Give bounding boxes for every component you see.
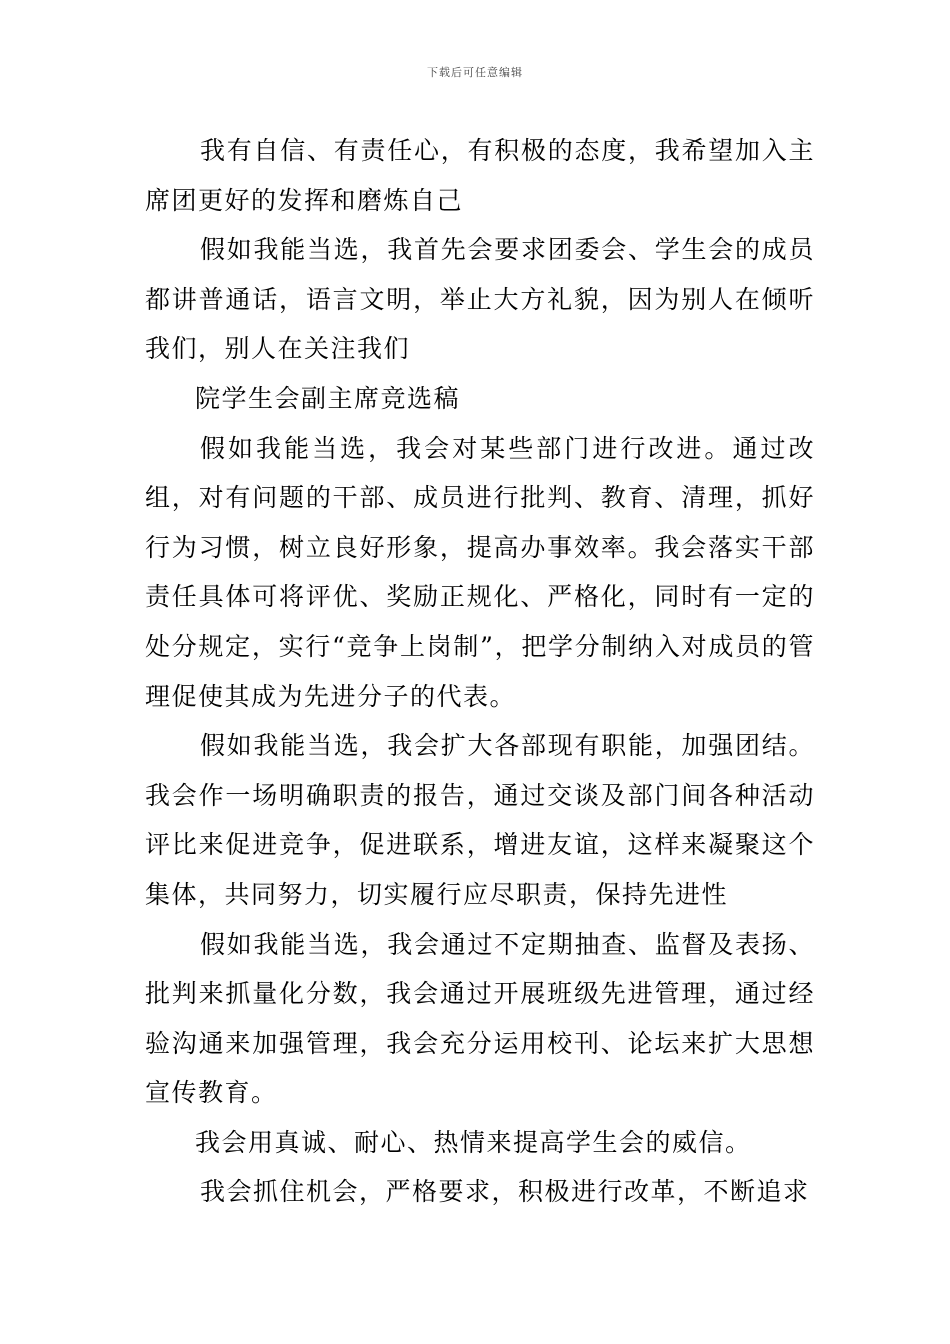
page-header-note: 下载后可任意编辑 <box>427 66 523 79</box>
paragraph-6: 我会用真诚、耐心、热情来提高学生会的威信。 <box>195 1127 752 1157</box>
paragraph-4: 假如我能当选，我会扩大各部现有职能，加强团结。我会作一场明确职责的报告，通过交谈及部门间各种活动评比来促进竞争，促进联系，增进友谊，这样来凝聚这个集体，共同努力，切实履行应尽职责，保持先进性 <box>145 731 815 909</box>
document-body <box>145 126 815 1217</box>
paragraph-1: 我有自信、有责任心，有积极的态度，我希望加入主席团更好的发挥和磨炼自己 <box>145 136 815 215</box>
paragraph-3: 假如我能当选，我会对某些部门进行改进。通过改组，对有问题的干部、成员进行批判、教育、清理，抓好行为习惯，树立良好形象，提高办事效率。我会落实干部责任具体可将评优、奖励正规化、严格化，同时有一定的处分规定，实行“竞争上岗制”，把学分制纳入对成员的管理促使其成为先进分子的代表。 <box>145 433 815 711</box>
paragraph-2: 假如我能当选，我首先会要求团委会、学生会的成员都讲普通话，语言文明，举止大方礼貌，因为别人在倾听我们，别人在关注我们 <box>145 235 815 364</box>
paragraph-5: 假如我能当选，我会通过不定期抽查、监督及表扬、批判来抓量化分数，我会通过开展班级先进管理，通过经验沟通来加强管理，我会充分运用校刊、论坛来扩大思想宣传教育。 <box>145 929 815 1108</box>
paragraph-subheading: 院学生会副主席竞选稿 <box>195 383 461 413</box>
paragraph-7: 我会抓住机会，严格要求，积极进行改革，不断追求 <box>200 1177 810 1207</box>
